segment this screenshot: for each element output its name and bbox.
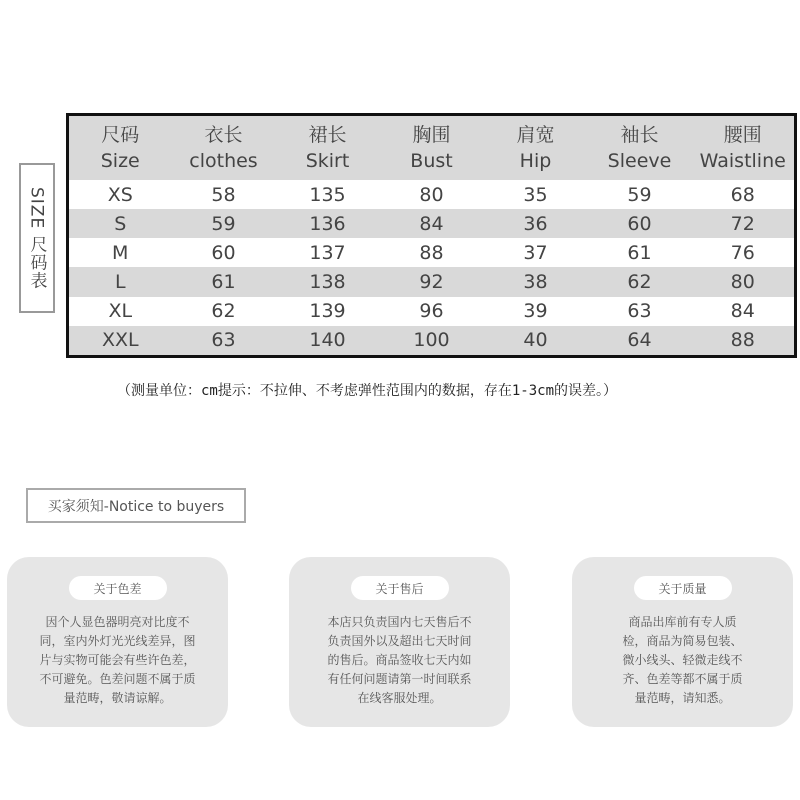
table-cell: 137 xyxy=(309,241,346,264)
card-line: 微小线头、轻微走线不 xyxy=(622,653,743,667)
header-skirt: 裙长 Skirt xyxy=(276,115,380,181)
card-title: 关于色差 xyxy=(69,576,167,600)
table-cell: 63 xyxy=(627,300,652,323)
table-cell: 59 xyxy=(627,183,652,206)
table-cell: 61 xyxy=(627,241,652,264)
card-title: 关于售后 xyxy=(351,576,449,600)
table-cell: 96 xyxy=(419,300,444,323)
card-line: 因个人显色器明亮对比度不 xyxy=(45,615,190,629)
card-after-sales xyxy=(289,557,510,727)
side-label-text: SIZE 尺码表 xyxy=(26,186,47,290)
table-row xyxy=(68,238,796,267)
card-body xyxy=(584,613,781,708)
table-cell: 84 xyxy=(380,209,484,238)
table-row xyxy=(68,326,796,357)
card-line: 的售后。商品签收七天内如 xyxy=(327,653,472,667)
table-row xyxy=(68,180,796,209)
table-cell: 58 xyxy=(211,183,236,206)
card-line: 片与实物可能会有些许色差， xyxy=(39,653,196,667)
card-body xyxy=(19,613,216,708)
table-header-row xyxy=(68,115,796,181)
table-row xyxy=(68,209,796,238)
table-cell: 135 xyxy=(309,183,346,206)
card-line: 量范畴，敬请谅解。 xyxy=(63,691,172,705)
table-cell: 62 xyxy=(211,300,236,323)
card-title: 关于质量 xyxy=(634,576,732,600)
table-cell: 60 xyxy=(588,209,692,238)
table-cell: 88 xyxy=(419,241,444,264)
table-cell: 39 xyxy=(523,300,548,323)
table-cell: XL xyxy=(108,300,133,323)
table-cell: 140 xyxy=(276,326,380,357)
table-cell: 68 xyxy=(730,183,755,206)
table-cell: 36 xyxy=(484,209,588,238)
card-line: 本店只负责国内七天售后不 xyxy=(327,615,472,629)
table-cell: 64 xyxy=(588,326,692,357)
notice-to-buyers-heading xyxy=(26,488,246,523)
table-cell: 38 xyxy=(484,267,588,296)
header-bust: 胸围 Bust xyxy=(380,115,484,181)
table-cell: 100 xyxy=(380,326,484,357)
table-row xyxy=(68,267,796,296)
card-line: 量范畴，请知悉。 xyxy=(634,691,731,705)
table-cell: 138 xyxy=(276,267,380,296)
card-line: 有任何问题请第一时间联系 xyxy=(327,672,472,686)
table-cell: 62 xyxy=(588,267,692,296)
card-line: 齐、色差等都不属于质 xyxy=(622,672,743,686)
size-table xyxy=(66,113,797,358)
card-line: 负责国外以及超出七天时间 xyxy=(327,634,472,648)
measurement-note: （测量单位：cm提示：不拉伸、不考虑弹性范围内的数据，存在1-3cm的误差。） xyxy=(117,383,617,399)
card-line: 在线客服处理。 xyxy=(357,691,442,705)
header-size: 尺码 Size xyxy=(68,115,172,181)
size-chart-side-label xyxy=(19,163,55,313)
table-cell: L xyxy=(68,267,172,296)
table-cell: 40 xyxy=(484,326,588,357)
card-line: 检，商品为简易包装、 xyxy=(622,634,743,648)
header-sleeve: 袖长 Sleeve xyxy=(588,115,692,181)
header-hip: 肩宽 Hip xyxy=(484,115,588,181)
table-cell: 61 xyxy=(172,267,276,296)
table-cell: 80 xyxy=(692,267,796,296)
card-body xyxy=(301,613,498,708)
table-cell: 59 xyxy=(172,209,276,238)
table-cell: 92 xyxy=(380,267,484,296)
table-row xyxy=(68,297,796,326)
table-cell: 84 xyxy=(730,300,755,323)
table-cell: 35 xyxy=(523,183,548,206)
table-cell: 60 xyxy=(211,241,236,264)
table-cell: 72 xyxy=(692,209,796,238)
header-waistline: 腰围 Waistline xyxy=(692,115,796,181)
header-clothes: 衣长 clothes xyxy=(172,115,276,181)
card-line: 不可避免。色差问题不属于质 xyxy=(39,672,196,686)
table-cell: 139 xyxy=(309,300,346,323)
card-line: 商品出库前有专人质 xyxy=(628,615,737,629)
card-quality xyxy=(572,557,793,727)
notice-heading-text: 买家须知-Notice to buyers xyxy=(47,498,225,515)
table-cell: XXL xyxy=(68,326,172,357)
card-color-difference xyxy=(7,557,228,727)
table-cell: 63 xyxy=(172,326,276,357)
table-cell: XS xyxy=(107,183,133,206)
table-cell: S xyxy=(68,209,172,238)
table-cell: M xyxy=(112,241,129,264)
table-cell: 136 xyxy=(276,209,380,238)
table-cell: 37 xyxy=(523,241,548,264)
table-cell: 88 xyxy=(692,326,796,357)
table-cell: 76 xyxy=(730,241,755,264)
card-line: 同，室内外灯光光线差异，图 xyxy=(39,634,196,648)
table-cell: 80 xyxy=(419,183,444,206)
